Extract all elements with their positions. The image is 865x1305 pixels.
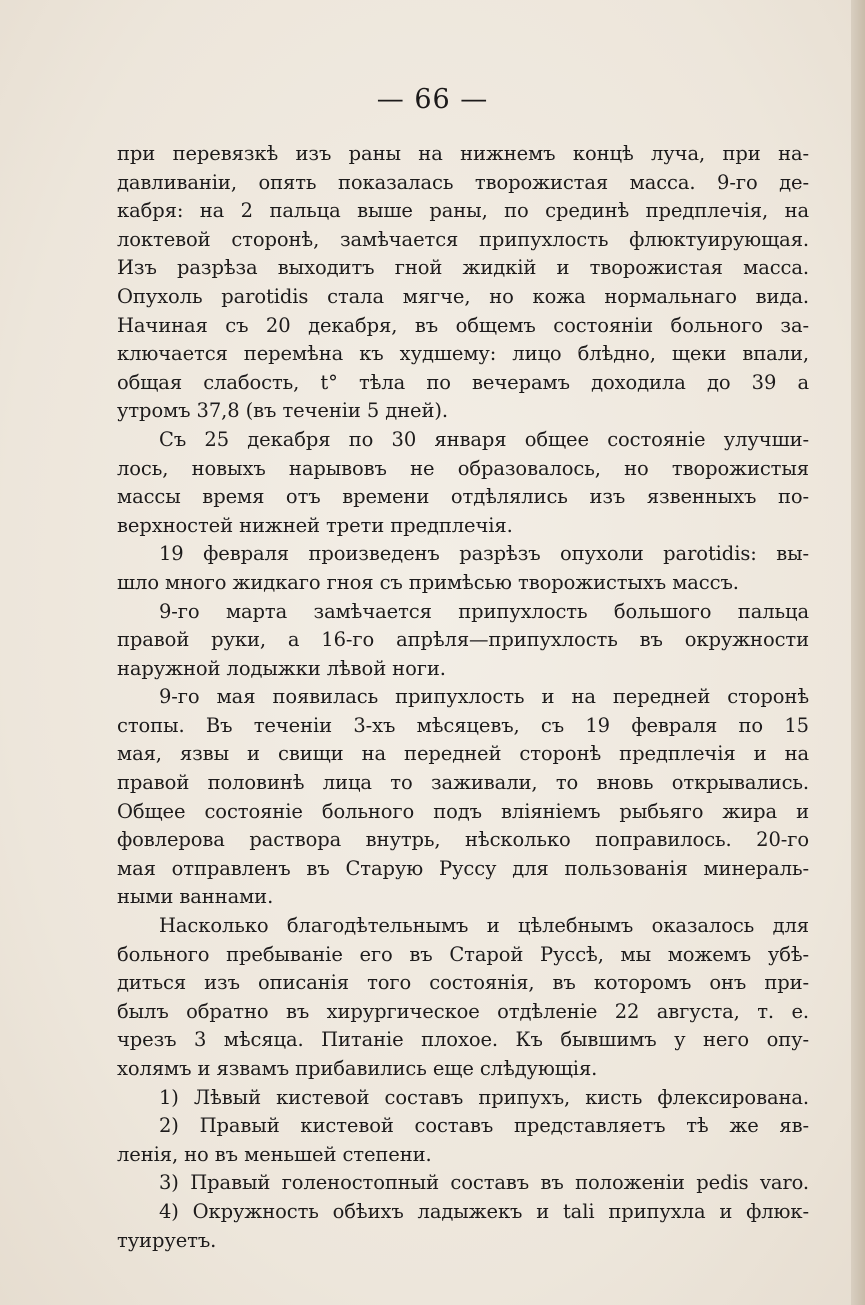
text-line: 4) Окружность обѣихъ ладыжекъ и tali припухла и флюк- bbox=[159, 1199, 809, 1223]
text-line: ключается перемѣна къ худшему: лицо блѣдно, щеки впали, bbox=[117, 342, 809, 366]
text-line: общая слабость, t° тѣла по вечерамъ доходила до 39 а bbox=[117, 370, 809, 394]
text-line: 9-го мая появилась припухлость и на передней сторонѣ bbox=[159, 685, 809, 709]
text-line: фовлерова раствора внутрь, нѣсколько поправилось. 20-го bbox=[117, 828, 809, 852]
text-line: чрезъ 3 мѣсяца. Питанiе плохое. Къ бывшимъ у него опу- bbox=[117, 1028, 809, 1052]
text-line: стопы. Въ теченiи 3-хъ мѣсяцевъ, съ 19 февраля по 15 bbox=[117, 713, 809, 737]
text-line: 3) Правый голеностопный составъ въ положенiи pedis varo. bbox=[159, 1171, 809, 1195]
text-line: Насколько благодѣтельнымъ и цѣлебнымъ оказалось для bbox=[159, 914, 809, 938]
text-line: локтевой сторонѣ, замѣчается припухлость флюктуирующая. bbox=[117, 227, 809, 251]
text-line: правой руки, а 16-го апрѣля—припухлость въ окружности bbox=[117, 628, 809, 652]
text-line: при перевязкѣ изъ раны на нижнемъ концѣ луча, при на- bbox=[117, 142, 809, 165]
text-line: давливанiи, опять показалась творожистая масса. 9-го де- bbox=[117, 170, 809, 194]
text-line: 19 февраля произведенъ разрѣзъ опухоли parotidis: вы- bbox=[159, 542, 809, 566]
text-line: ленiя, но въ меньшей степени. bbox=[117, 1142, 432, 1166]
text-line: кабря: на 2 пальца выше раны, по срединѣ предплечiя, на bbox=[117, 199, 809, 223]
text-line: верхностей нижней трети предплечiя. bbox=[117, 513, 513, 537]
text-line: утромъ 37,8 (въ теченiи 5 дней). bbox=[117, 399, 449, 423]
text-line: 9-го марта замѣчается припухлость большого пальца bbox=[159, 599, 809, 623]
text-line: былъ обратно въ хирургическое отдѣленiе 22 августа, т. е. bbox=[117, 999, 809, 1023]
text-line: больного пребыванiе его въ Старой Руссѣ, мы можемъ убѣ- bbox=[117, 942, 809, 966]
text-line: 1) Лѣвый кистевой составъ припухъ, кисть флексирована. bbox=[159, 1085, 809, 1109]
text-line: Начиная съ 20 декабря, въ общемъ состоянiи больного за- bbox=[117, 313, 809, 337]
page-number: — 66 — bbox=[376, 84, 489, 115]
text-line: лось, новыхъ нарывовъ не образовалось, но творожистыя bbox=[117, 456, 809, 480]
text-line: мая отправленъ въ Старую Руссу для пользованiя минераль- bbox=[117, 856, 809, 880]
text-line: туируетъ. bbox=[117, 1228, 217, 1252]
text-line: правой половинѣ лица то заживали, то вновь открывались. bbox=[117, 771, 809, 795]
text-line: мая, язвы и свищи на передней сторонѣ предплечiя и на bbox=[117, 742, 809, 766]
text-line: Опухоль parotidis стала мягче, но кожа нормальнаго вида. bbox=[117, 284, 809, 308]
text-line: Съ 25 декабря по 30 января общее состоянiе улучши- bbox=[159, 427, 809, 451]
text-line: наружной лодыжки лѣвой ноги. bbox=[117, 656, 446, 680]
text-line: Изъ разрѣза выходитъ гной жидкiй и творожистая масса. bbox=[117, 256, 809, 280]
text-line: Общее состоянiе больного подъ влiянiемъ рыбьяго жира и bbox=[117, 799, 809, 823]
page-edge-shadow bbox=[851, 0, 865, 1305]
text-line: ными ваннами. bbox=[117, 885, 274, 909]
text-line: холямъ и язвамъ прибавились еще слѣдующiя. bbox=[117, 1057, 598, 1080]
text-line: 2) Правый кистевой составъ представляетъ тѣ же яв- bbox=[159, 1114, 809, 1138]
body-text bbox=[117, 140, 809, 1255]
text-line: массы время отъ времени отдѣлялись изъ язвенныхъ по- bbox=[117, 485, 809, 509]
text-line: шло много жидкаго гноя съ примѣсью творожистыхъ массъ. bbox=[117, 570, 739, 594]
text-line: диться изъ описанiя того состоянiя, въ которомъ онъ при- bbox=[117, 971, 809, 995]
